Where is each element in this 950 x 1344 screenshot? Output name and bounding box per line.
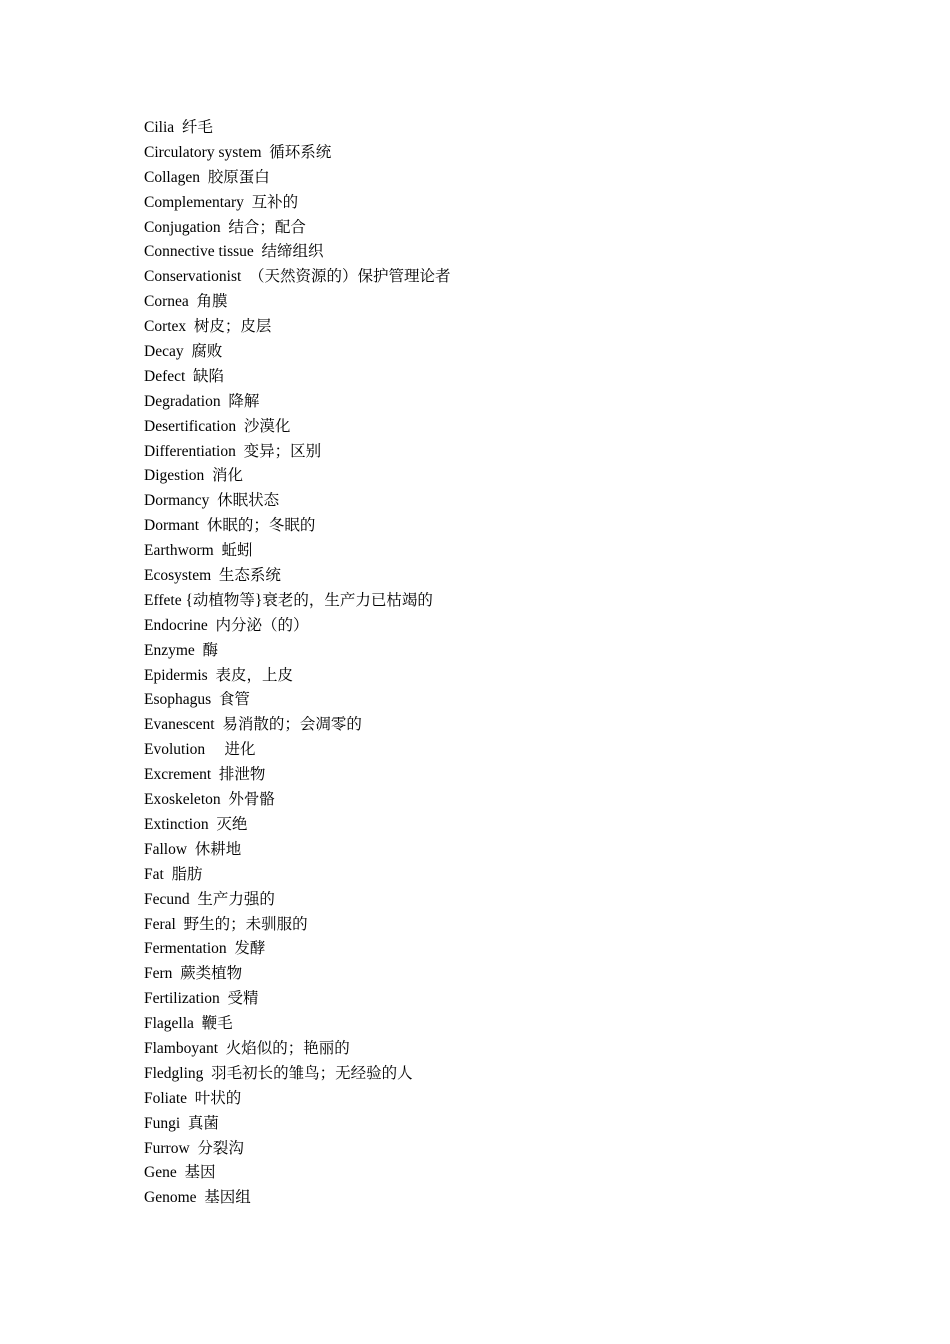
glossary-entry: Enzyme 酶 xyxy=(144,641,219,659)
glossary-entry: Fallow 休耕地 xyxy=(144,840,242,858)
glossary-entry: Evanescent 易消散的；会凋零的 xyxy=(144,716,362,734)
glossary-entry: Excrement 排泄物 xyxy=(144,766,266,784)
glossary-entry: Esophagus 食管 xyxy=(144,691,250,709)
glossary-entry: Feral 野生的；未驯服的 xyxy=(144,915,308,933)
glossary-entry: Effete {动植物等}衰老的，生产力已枯竭的 xyxy=(144,591,433,609)
glossary-entry: Desertification 沙漠化 xyxy=(144,417,291,435)
glossary-entry: Gene 基因 xyxy=(144,1164,216,1182)
glossary-entry: Earthworm 蚯蚓 xyxy=(144,542,253,560)
glossary-entry: Evolution 进化 xyxy=(144,741,256,759)
glossary-entry: Circulatory system 循环系统 xyxy=(144,143,332,161)
glossary-entry: Flamboyant 火焰似的；艳丽的 xyxy=(144,1039,350,1057)
glossary-entry: Fat 脂肪 xyxy=(144,865,203,883)
glossary-entry: Conjugation 结合；配合 xyxy=(144,218,306,236)
glossary-entry: Dormancy 休眠状态 xyxy=(144,492,280,510)
glossary-entry: Digestion 消化 xyxy=(144,467,244,485)
glossary-entry: Dormant 休眠的；冬眠的 xyxy=(144,517,316,535)
glossary-entry: Cornea 角膜 xyxy=(144,293,228,311)
glossary-entry: Cortex 树皮；皮层 xyxy=(144,318,272,336)
glossary-entry: Endocrine 内分泌（的） xyxy=(144,616,309,634)
glossary-entry: Fermentation 发酵 xyxy=(144,940,266,958)
glossary-entry: Fern 蕨类植物 xyxy=(144,965,243,983)
glossary-entry: Ecosystem 生态系统 xyxy=(144,567,281,585)
glossary-entry: Fecund 生产力强的 xyxy=(144,890,275,908)
glossary-entry: Differentiation 变异；区别 xyxy=(144,442,322,460)
glossary-entry: Genome 基因组 xyxy=(144,1189,251,1207)
glossary-entry: Exoskeleton 外骨骼 xyxy=(144,791,275,809)
glossary-entry: Flagella 鞭毛 xyxy=(144,1015,233,1033)
glossary-entry: Degradation 降解 xyxy=(144,392,260,410)
glossary-entry: Decay 腐败 xyxy=(144,343,223,361)
glossary-list xyxy=(144,116,451,1211)
glossary-entry: Conservationist （天然资源的）保护管理论者 xyxy=(144,268,451,286)
glossary-entry: Cilia 纤毛 xyxy=(144,119,213,136)
glossary-entry: Fungi 真菌 xyxy=(144,1114,219,1132)
glossary-entry: Fertilization 受精 xyxy=(144,990,259,1008)
glossary-entry: Foliate 叶状的 xyxy=(144,1089,242,1107)
glossary-entry: Defect 缺陷 xyxy=(144,367,225,385)
glossary-entry: Collagen 胶原蛋白 xyxy=(144,168,270,186)
glossary-entry: Epidermis 表皮，上皮 xyxy=(144,666,293,684)
glossary-entry: Furrow 分裂沟 xyxy=(144,1139,244,1157)
glossary-entry: Extinction 灭绝 xyxy=(144,815,248,833)
glossary-entry: Fledgling 羽毛初长的雏鸟；无经验的人 xyxy=(144,1064,413,1082)
glossary-entry: Connective tissue 结缔组织 xyxy=(144,243,324,261)
glossary-entry: Complementary 互补的 xyxy=(144,193,299,211)
